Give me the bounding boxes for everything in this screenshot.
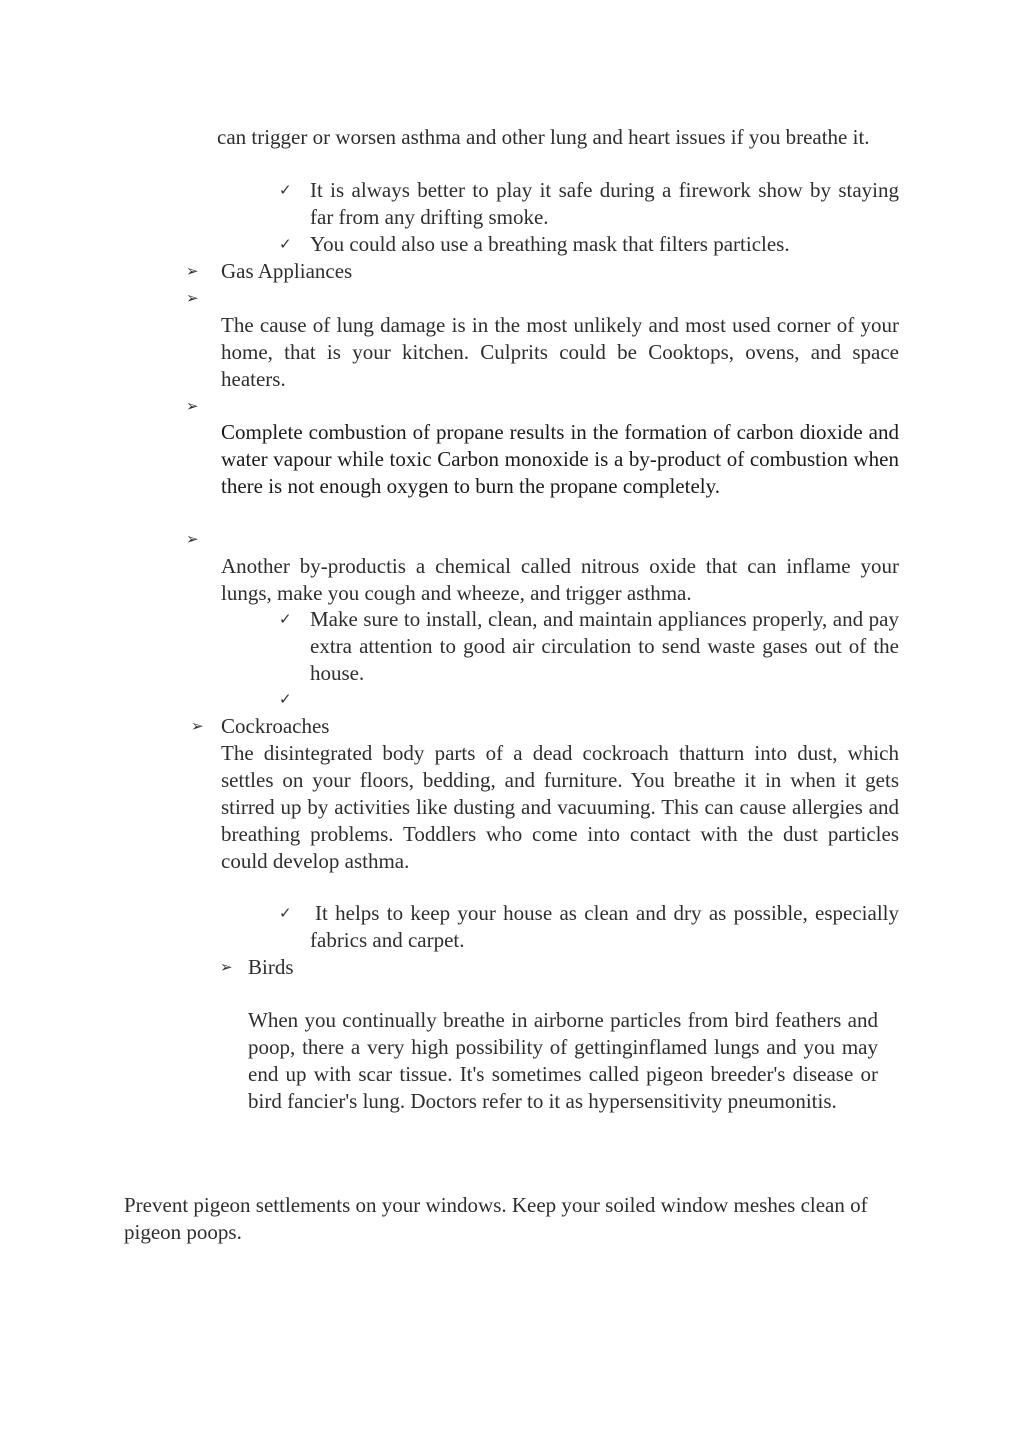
check-icon: ✓ [279, 181, 292, 199]
intro-paragraph: can trigger or worsen asthma and other lung and heart issues if you breathe it. [217, 125, 870, 149]
check-icon: ✓ [279, 690, 292, 708]
gas-paragraph-3: Another by-productis a chemical called nitrous oxide that can inflame your lungs, make you cough and wheeze, and trigger asthma. [221, 554, 899, 605]
cockroaches-heading: Cockroaches [221, 714, 330, 738]
check-icon: ✓ [279, 904, 292, 922]
arrow-bullet-icon: ➢ [191, 717, 204, 735]
firework-tip-2: You could also use a breathing mask that filters particles. [310, 232, 790, 256]
birds-paragraph: When you continually breathe in airborne particles from bird feathers and poop, there a very high possibility of gettinginflamed lungs and you may end up with scar tissue. It's sometimes called pigeon breeder's disease or bird fancier's lung. Doctors refer to it as hypersensitivity pneumonitis. [248, 1008, 878, 1113]
gas-paragraph-1: The cause of lung damage is in the most unlikely and most used corner of your home, that is your kitchen. Culprits could be Cooktops, ovens, and space heaters. [221, 313, 899, 391]
cockroach-tip: It helps to keep your house as clean and dry as possible, especially fabrics and carpet. [310, 901, 899, 952]
arrow-bullet-icon: ➢ [220, 958, 233, 976]
arrow-bullet-icon: ➢ [186, 262, 199, 280]
arrow-bullet-icon: ➢ [186, 397, 199, 415]
check-icon: ✓ [279, 235, 292, 253]
gas-appliances-heading: Gas Appliances [221, 259, 353, 283]
birds-heading: Birds [248, 955, 294, 979]
arrow-bullet-icon: ➢ [186, 530, 199, 548]
closing-paragraph: Prevent pigeon settlements on your windows. Keep your soiled window meshes clean of pigeon poops. [124, 1193, 868, 1244]
gas-tip-1: Make sure to install, clean, and maintain appliances properly, and pay extra attention to good air circulation to send waste gases out of the house. [310, 607, 899, 685]
gas-paragraph-2: Complete combustion of propane results in the formation of carbon dioxide and water vapour while toxic Carbon monoxide is a by-product of combustion when there is not enough oxygen to burn the propane completely. [221, 420, 899, 498]
cockroaches-paragraph: The disintegrated body parts of a dead cockroach thatturn into dust, which settles on your floors, bedding, and furniture. You breathe it in when it gets stirred up by activities like dusting and vacuuming. This can cause allergies and breathing problems. Toddlers who come into contact with the dust particles could develop asthma. [221, 741, 899, 873]
arrow-bullet-icon: ➢ [186, 289, 199, 307]
check-icon: ✓ [279, 610, 292, 628]
firework-tip-1: It is always better to play it safe during a firework show by staying far from any drifting smoke. [310, 178, 899, 229]
